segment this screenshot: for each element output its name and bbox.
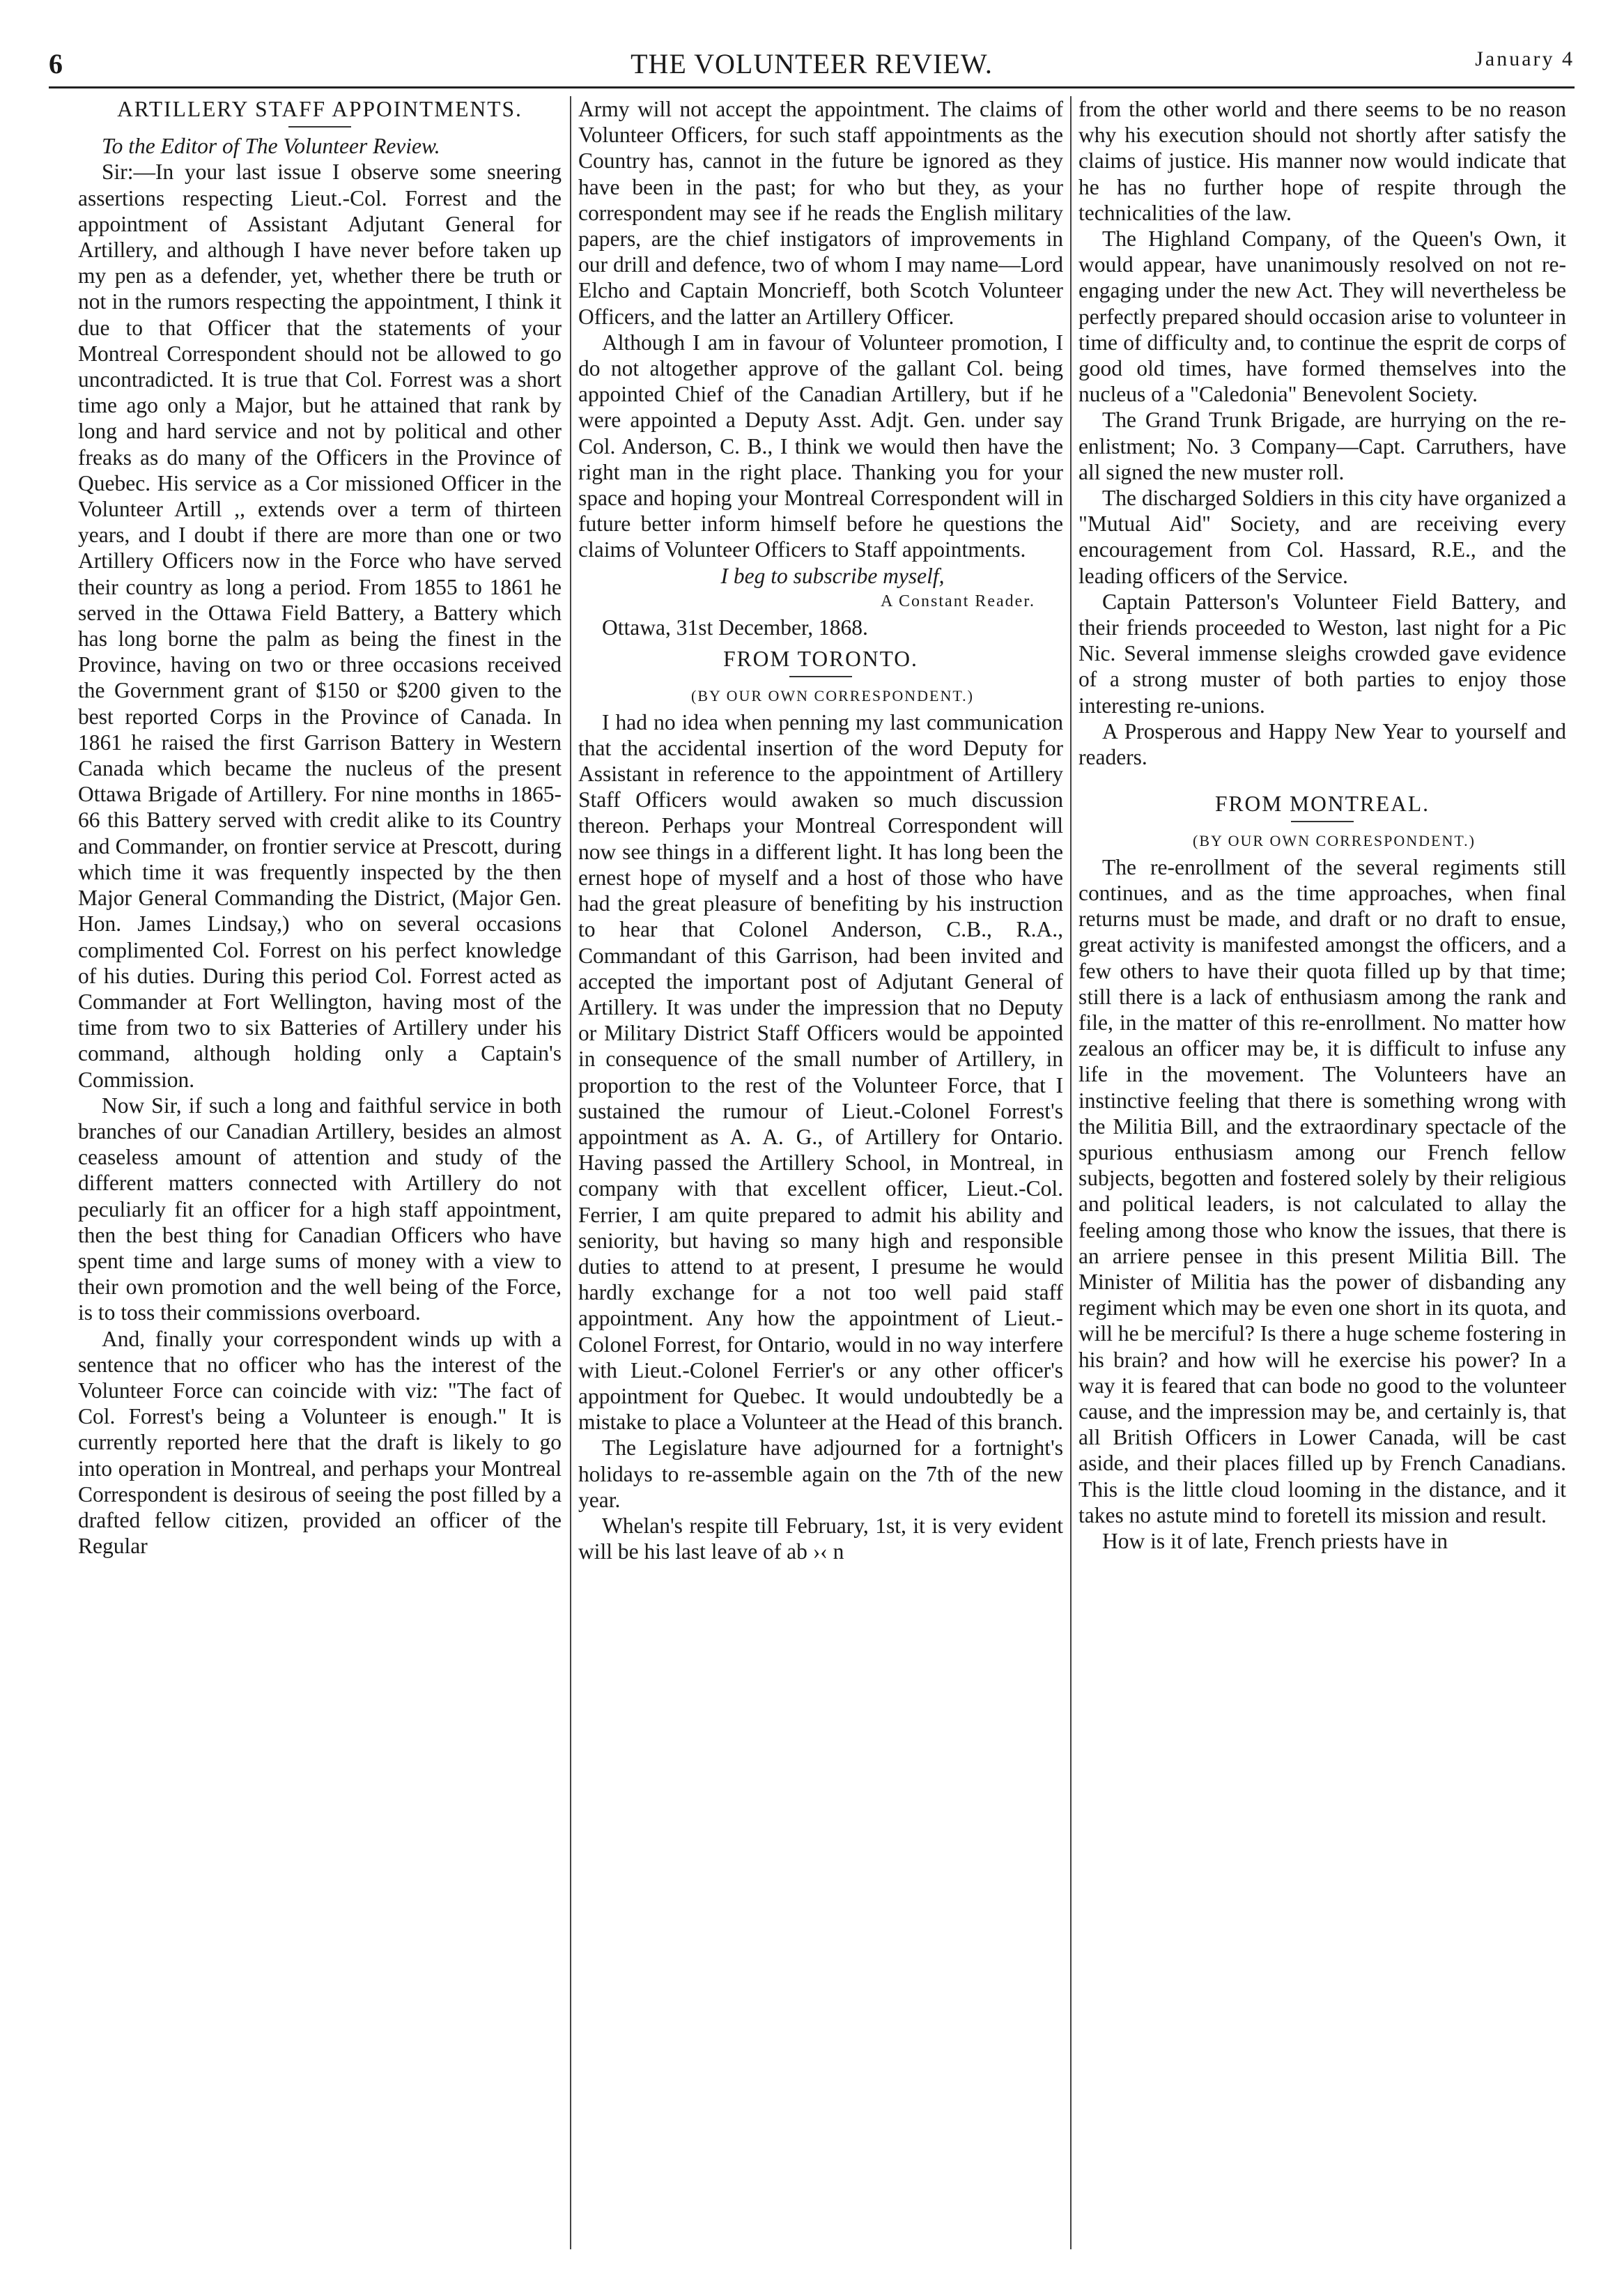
paragraph: The re-enrollment of the several regiments still continues, and as the time approaches, when final returns must be made, and draft or no draft to ensue, great activity is manifested amongst the officers, and a few others to have their quota filled up by that time; still there is a lack of enthusiasm among the rank and file, in the matter of this re-enrollment. No matter how zealous an officer may be, it is difficult to infuse any life in the movement. The Volunteers have an instinctive feeling that there is something wrong with the Militia Bill, and the extraordinary spectacle of the spurious enthusiasm among our French fellow subjects, begotten and fostered solely by their religious and political leaders, is not calculated to allay the feeling among those who know the issues, that there is an arriere pensee in this present Militia Bill. The Minister of Militia has the power of disbanding any regiment which may be even one short in its quota, and will he be merciful? Is there a huge scheme fostering in his brain? and how will he exercise his power? In a way it is feared that can bode no good to the volunteer cause, and the impression may be, and certainly is, that all British Officers in Lower Canada, will be cast aside, and their places filled up by French Canadians. This is the little cloud looming in the distance, and it takes no astute mind to foretell its mission and result.	[1078, 854, 1566, 1527]
letter-signoff: I beg to subscribe myself,	[720, 563, 945, 588]
paragraph: How is it of late, French priests have in	[1102, 1528, 1448, 1553]
article-heading: ARTILLERY STAFF APPOINTMENTS.	[117, 97, 523, 121]
heading-rule	[789, 676, 852, 677]
heading-rule	[1291, 821, 1354, 822]
letter-signature: A Constant Reader.	[881, 592, 1035, 610]
paragraph: from the other world and there seems to be no reason why his execution should not shortly after satisfy the claims of justice. His manner now would indicate that he has no further hope of respite through the technicalities of the law.	[1078, 97, 1566, 225]
paragraph: And, finally your correspondent winds up with a sentence that no officer who has the interest of the Volunteer Force can coincide with viz: "The fact of Col. Forrest's being a Volunteer is enough." It is currently reported here that the draft is likely to go into operation in Montreal, and perhaps your Montreal Correspondent is desirous of seeing the post filled by a drafted fellow citizen, provided an officer of the Regular	[78, 1326, 562, 1559]
paragraph: The discharged Soldiers in this city have organized a "Mutual Aid" Society, and are receiving every encouragement from Col. Hassard, R.E., and the leading officers of the Service.	[1078, 486, 1566, 588]
byline: (BY OUR OWN CORRESPONDENT.)	[1193, 832, 1476, 850]
paragraph: The Legislature have adjourned for a fortnight's holidays to re-assemble again on the 7th of the new year.	[578, 1435, 1063, 1512]
paragraph: Captain Patterson's Volunteer Field Battery, and their friends proceeded to Weston, last night for a Pic Nic. Several immense sleighs crowded gave evidence of a strong muster of both parties to enjoy those interesting re-unions.	[1078, 589, 1566, 718]
article-heading: FROM MONTREAL.	[1214, 792, 1430, 817]
column-2	[578, 96, 1063, 2256]
paragraph: Whelan's respite till February, 1st, it is very evident will be his last leave of ab ›‹ n	[578, 1513, 1063, 1564]
header-rule	[49, 86, 1575, 88]
byline: (BY OUR OWN CORRESPONDENT.)	[691, 687, 974, 705]
journal-title: THE VOLUNTEER REVIEW.	[631, 48, 993, 79]
paragraph: Sir:—In your last issue I observe some sneering assertions respecting Lieut.-Col. Forrest and the appointment of Assistant Adjutant General for Artillery, and although I have never before taken up my pen as a defender, yet, whether there be truth or not in the rumors respecting the appointment, I think it due to that Officer that the statements of your Montreal Correspondent should not be allowed to go uncontradicted. It is true that Col. Forrest was a short time ago only a Major, but he attained that rank by long and hard service and not by political and other freaks as do many of the Officers in the Province of Quebec. His service as a Cor missioned Officer in the Volunteer Artill ,, extends over a term of thirteen years, and I doubt if there are more than one or two Artillery Officers now in the Force who have served their country as long a period. From 1855 to 1861 he served in the Ottawa Field Battery, a Battery which has long borne the palm as being the finest in the Province, having on two or three occasions received the Government grant of $150 or $200 given to the best reported Corps in the Province of Canada. In 1861 he raised the first Garrison Battery in Western Canada which became the nucleus of the present Ottawa Brigade of Artillery. For nine months in 1865-66 this Battery served with credit alike to its Country and Commander, on frontier service at Prescott, during which time it was frequently inspected by the then Major General Commanding the District, (Major Gen. Hon. James Lindsay,) who on several occasions complimented Col. Forrest on his perfect knowledge of his duties. During this period Col. Forrest acted as Commander at Fort Wellington, having most of the time from two to six Batteries of Artillery under his command, although holding only a Captain's Commission.	[78, 160, 562, 1092]
heading-rule	[288, 126, 351, 128]
issue-date: January 4	[1475, 47, 1575, 70]
column-divider	[570, 96, 571, 2249]
column-divider	[1070, 96, 1072, 2249]
column-1	[78, 96, 562, 2256]
paragraph: A Prosperous and Happy New Year to yourself and readers.	[1078, 718, 1566, 770]
salutation: To the Editor of The Volunteer Review.	[102, 134, 440, 159]
page-number: 6	[49, 48, 63, 79]
page-header	[49, 47, 1575, 91]
paragraph: I had no idea when penning my last communication that the accidental insertion of the word Deputy for Assistant in reference to the appointment of Artillery Staff Officers would awaken so much discussion thereon. Perhaps your Montreal Correspondent will now see things in a different light. It has long been the ernest hope of myself and a host of those who have had the great pleasure of benefiting by his instruction to hear that Colonel Anderson, C.B., R.A., Commandant of this Garrison, had been invited and accepted the important post of Adjutant General of Artillery. It was under the impression that no Deputy or Military District Staff Officers would be appointed in consequence of the small number of Artillery, in proportion to the rest of the Volunteer Force, that I sustained the rumour of Lieut.-Colonel Forrest's appointment as A. A. G., of Artillery for Ontario. Having passed the Artillery School, in Montreal, in company with that excellent officer, Lieut.-Col. Ferrier, I am quite prepared to admit his ability and seniority, but having so many high and responsible duties to attend to at present, I presume he would hardly exchange for a not too well paid staff appointment. Any how the appointment of Lieut.-Colonel Forrest, for Ontario, would in no way interfere with Lieut.-Colonel Ferrier's or any other officer's appointment for Quebec. It would undoubtedly be a mistake to place a Volunteer at the Head of this branch.	[578, 709, 1063, 1435]
letter-place-date: Ottawa, 31st December, 1868.	[602, 615, 868, 640]
paragraph: The Grand Trunk Brigade, are hurrying on the re-enlistment; No. 3 Company—Capt. Carruthers, have all signed the new muster roll.	[1078, 408, 1566, 484]
paragraph: The Highland Company, of the Queen's Own, it would appear, have unanimously resolved on not re-engaging under the new Act. They will nevertheless be perfectly prepared should occasion arise to volunteer in time of difficulty and, to continue the esprit de corps of good old times, have formed themselves into the nucleus of a "Caledonia" Benevolent Society.	[1078, 226, 1566, 407]
paragraph: Army will not accept the appointment. The claims of Volunteer Officers, for such staff appointments as the Country has, cannot in the future be ignored as they have been in the past; for who but they, as your correspondent may see if he reads the English military papers, are the chief instigators of improvements in our drill and defence, two of whom I may name—Lord Elcho and Captain Moncrieff, both Scotch Volunteer Officers, and the latter an Artillery Officer.	[578, 97, 1063, 329]
paragraph: Now Sir, if such a long and faithful service in both branches of our Canadian Artillery, besides an almost ceaseless amount of attention and study of the different matters connected with Artillery do not peculiarly fit an officer for a high staff appointment, then the best thing for Canadian Officers who have spent time and large sums of money with a view to their own promotion and the well being of the Force, is to toss their commissions overboard.	[78, 1093, 562, 1325]
paragraph: Although I am in favour of Volunteer promotion, I do not altogether approve of the gallant Col. being appointed Chief of the Canadian Artillery, but if he were appointed a Deputy Asst. Adjt. Gen. under say Col. Anderson, C. B., I think we would then have the right man in the right place. Thanking you for your space and hoping your Montreal Correspondent will in future better inform himself before he questions the claims of Volunteer Officers to Staff appointments.	[578, 330, 1063, 562]
article-heading: FROM TORONTO.	[723, 647, 918, 672]
column-3	[1078, 96, 1566, 2256]
